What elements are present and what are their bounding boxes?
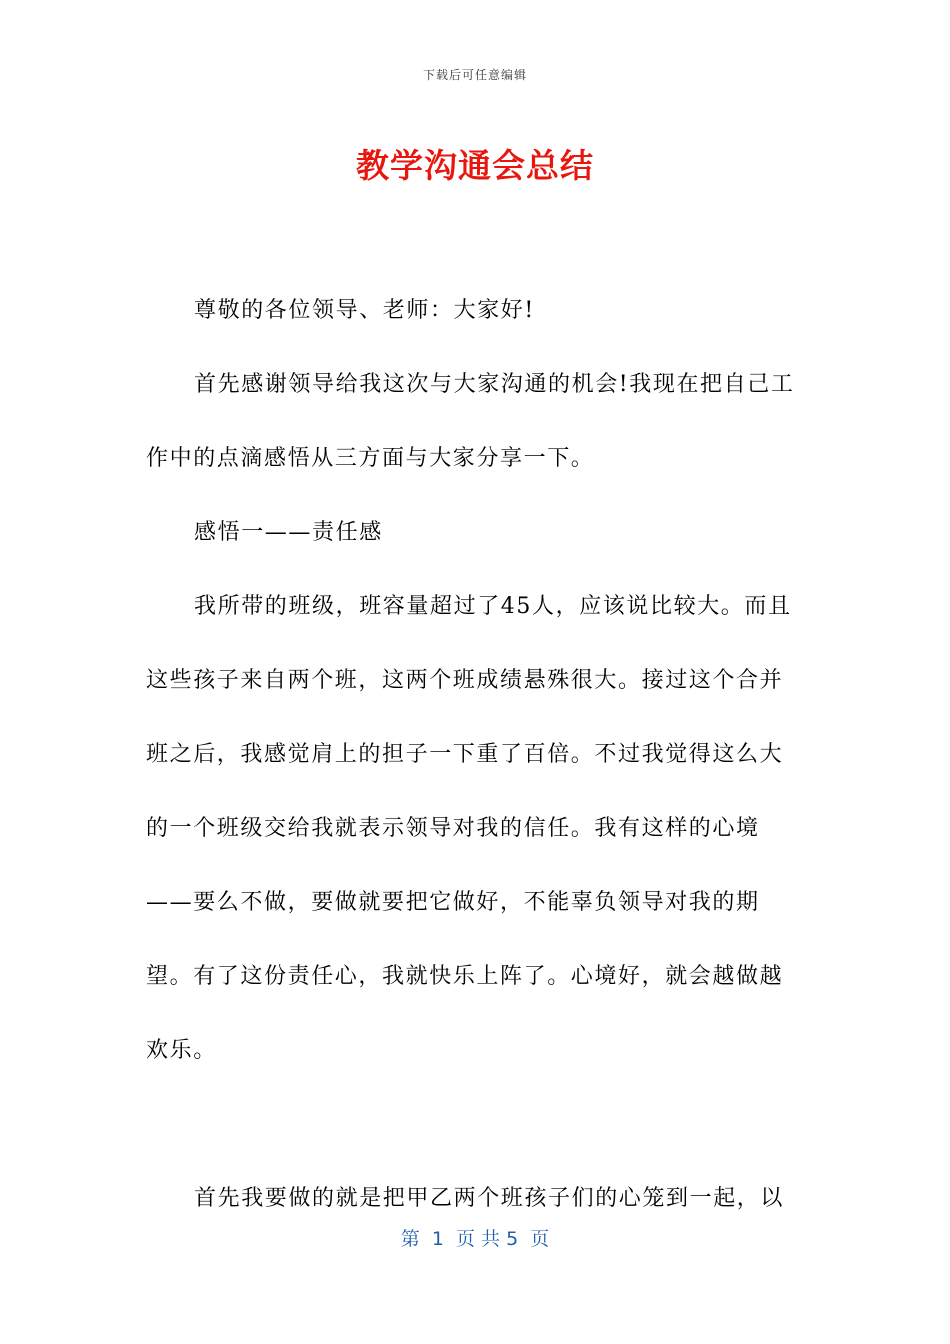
greeting-paragraph: 尊敬的各位领导、老师：大家好! bbox=[194, 298, 535, 323]
document-body bbox=[146, 274, 806, 1236]
intro-paragraph: 首先感谢领导给我这次与大家沟通的机会!我现在把自己工作中的点滴感悟从三方面与大家分享一下。 bbox=[146, 372, 795, 471]
section-heading: 感悟一——责任感 bbox=[194, 520, 383, 545]
body-paragraph-continued: 首先我要做的就是把甲乙两个班孩子们的心笼到一起，以 bbox=[194, 1186, 785, 1211]
page-number-footer: 第 1 页 共 5 页 bbox=[400, 1228, 550, 1250]
body-paragraph: 我所带的班级，班容量超过了45人，应该说比较大。而且这些孩子来自两个班，这两个班成绩悬殊很大。接过这个合并班之后，我感觉肩上的担子一下重了百倍。不过我觉得这么大的一个班级交给我就表示领导对我的信任。我有这样的心境——要么不做，要做就要把它做好，不能辜负领导对我的期望。有了这份责任心，我就快乐上阵了。心境好，就会越做越欢乐。 bbox=[146, 594, 792, 1063]
document-title: 教学沟通会总结 bbox=[356, 146, 594, 185]
header-note: 下载后可任意编辑 bbox=[422, 68, 527, 82]
